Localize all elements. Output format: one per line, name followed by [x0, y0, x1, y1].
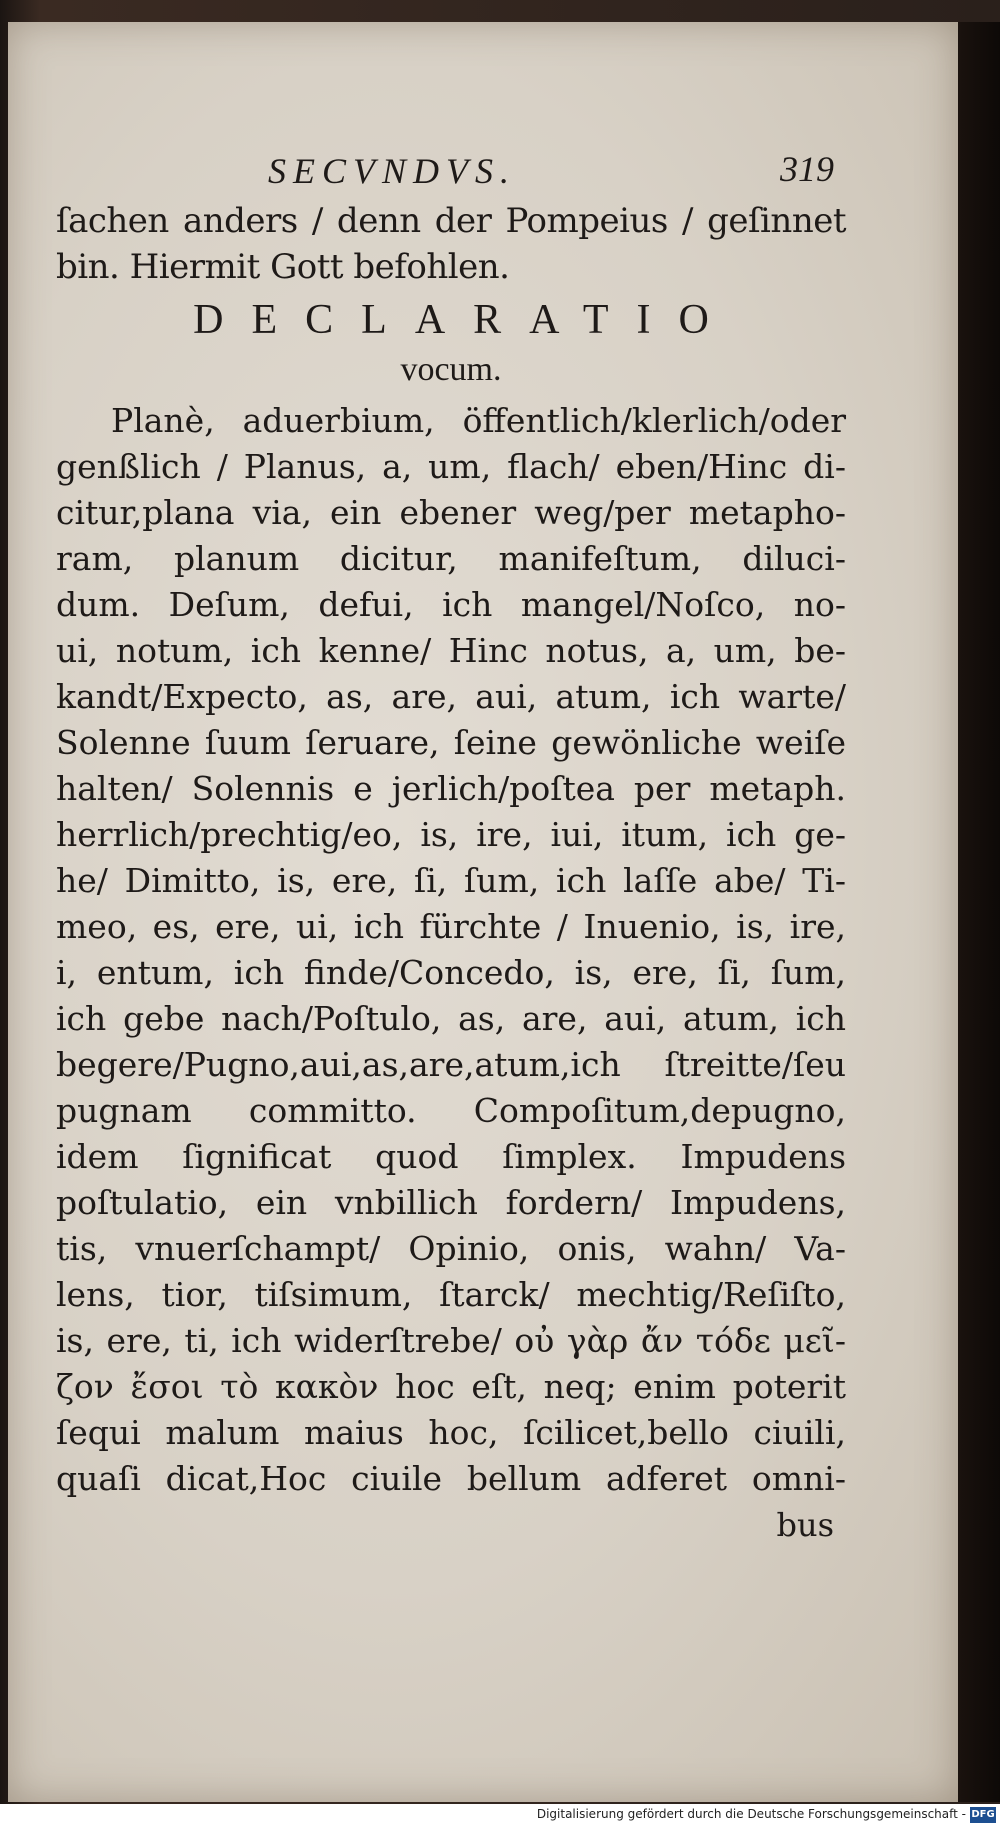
section-heading: DECLARATIO: [193, 297, 737, 343]
footer-bar: [0, 1804, 1000, 1827]
text-line: lens, tior, tiſsimum, ſtarck/ mechtig/Reſiſto,: [56, 1275, 846, 1314]
text-line: begere/Pugno,aui,as,are,atum,ich ſtreitte/ſeu: [56, 1045, 846, 1084]
page-text-block: [56, 142, 846, 1548]
footer-credit: Digitalisierung gefördert durch die Deutsche Forschungsgemeinschaft -: [536, 1807, 966, 1821]
book-page: [8, 22, 958, 1802]
text-line: kandt/Expecto, as, are, aui, atum, ich warte/: [56, 677, 846, 716]
text-line: ui, notum, ich kenne/ Hinc notus, a, um, be-: [56, 631, 846, 670]
text-line: quaſi dicat,Hoc ciuile bellum adferet omni-: [56, 1459, 846, 1498]
text-line: ζον ἔσοι τὸ κακὸν hoc eſt, neq; enim poterit: [56, 1367, 846, 1406]
page-number: 319: [780, 149, 834, 189]
catchword: bus: [776, 1506, 834, 1544]
text-line: dum. Deſum, defui, ich mangel/Noſco, no-: [56, 585, 846, 624]
text-line: Planè, aduerbium, öffentlich/klerlich/oder: [111, 401, 846, 440]
text-line: meo, es, ere, ui, ich fürchte / Inuenio, is, ire,: [56, 907, 846, 946]
text-line: idem ſignificat quod ſimplex. Impudens: [56, 1137, 846, 1176]
section-subheading: vocum.: [400, 351, 502, 388]
dfg-logo-icon: DFG: [970, 1807, 996, 1823]
text-line: tis, vnuerſchampt/ Opinio, onis, wahn/ Va-: [56, 1229, 846, 1268]
text-line: ſequi malum maius hoc, ſcilicet,bello ciuili,: [56, 1413, 846, 1452]
text-line: ram, planum dicitur, manifeſtum, diluci-: [56, 539, 846, 578]
text-line: halten/ Solennis e jerlich/poſtea per metaph.: [56, 769, 846, 808]
running-head: SECVNDVS.: [268, 151, 516, 191]
intro-text: [56, 198, 846, 290]
text-line: pugnam committo. Compoſitum,depugno,: [56, 1091, 846, 1130]
text-line: citur,plana via, ein ebener weg/per metapho-: [56, 493, 846, 532]
text-line: herrlich/prechtig/eo, is, ire, iui, itum, ich ge-: [56, 815, 846, 854]
text-line: ich gebe nach/Poſtulo, as, are, aui, atum, ich: [56, 999, 846, 1038]
text-line: i, entum, ich finde/Concedo, is, ere, ſi, ſum,: [56, 953, 846, 992]
text-line: Solenne ſuum ſeruare, ſeine gewönliche weiſe: [56, 723, 846, 762]
text-line: is, ere, ti, ich widerſtrebe/ οὐ γὰρ ἄν τόδε μεῖ-: [56, 1321, 846, 1360]
body-text: [56, 398, 846, 1502]
intro-line: ſachen anders / denn der Pompeius / geſinnet: [56, 201, 846, 241]
text-line: genßlich / Planus, a, um, flach/ eben/Hinc di-: [56, 447, 846, 486]
page-header: [56, 142, 846, 198]
intro-line: bin. Hiermit Gott befohlen.: [56, 247, 510, 287]
scan-border: [958, 22, 1000, 1802]
text-line: poſtulatio, ein vnbillich fordern/ Impudens,: [56, 1183, 846, 1222]
text-line: he/ Dimitto, is, ere, ſi, ſum, ich laſſe abe/ Ti-: [56, 861, 846, 900]
